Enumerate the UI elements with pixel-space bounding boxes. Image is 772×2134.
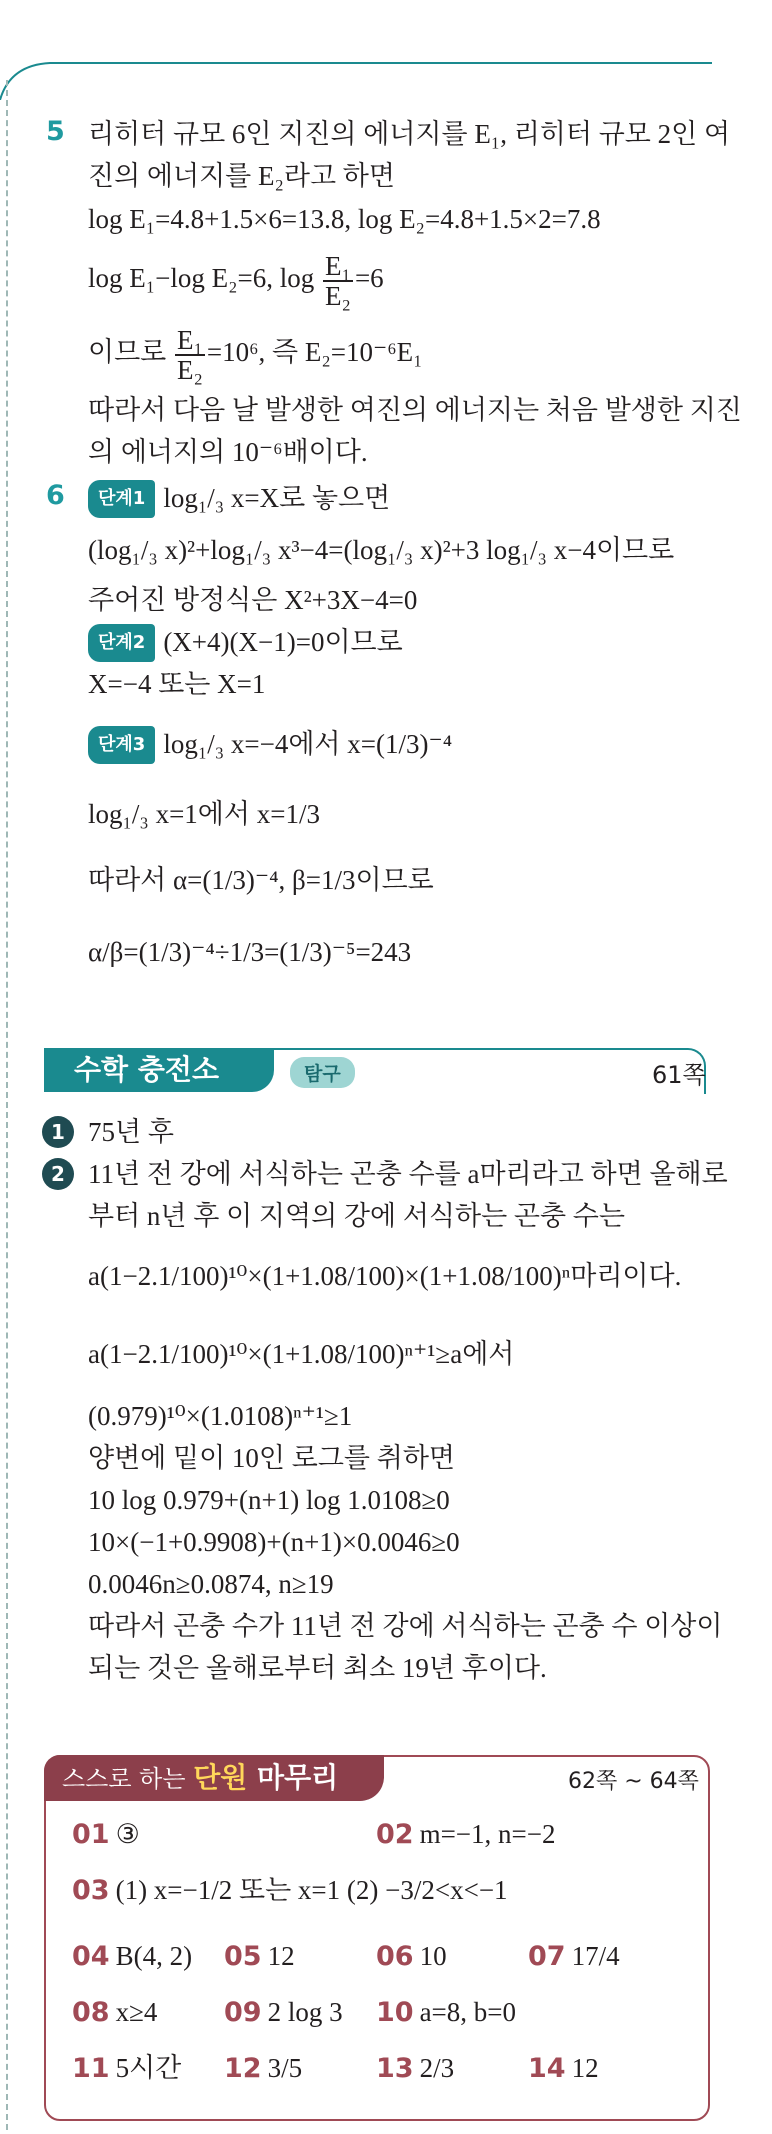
q5-line5-tail: =10⁶, 즉 E₂=10⁻⁶E₁: [206, 337, 423, 368]
answer-1: 75년 후: [88, 1117, 174, 1147]
review-title: [44, 1755, 384, 1801]
q6-line5: X=−4 또는 X=1: [88, 669, 266, 699]
section-page: 61쪽: [652, 1061, 706, 1089]
answer-2-line4: a(1−2.1/100)¹⁰×(1+1.08/100)ⁿ⁺¹≥a에서: [88, 1339, 515, 1369]
section-tag: 탐구: [290, 1057, 355, 1088]
answer-item: 03 (1) x=−1/2 또는 x=1 (2) −3/2<x<−1: [72, 1875, 508, 1906]
answer-2-line3: a(1−2.1/100)¹⁰×(1+1.08/100)×(1+1.08/100)ⁿ마리이다.: [88, 1261, 682, 1291]
frac-den: E₂: [177, 355, 203, 385]
q5-line1: 리히터 규모 6인 지진의 에너지를 E₁, 리히터 규모 2인 여: [88, 119, 731, 149]
q5-line6: 따라서 다음 날 발생한 여진의 에너지는 처음 발생한 지진: [88, 395, 742, 425]
answer-item: 10 a=8, b=0: [376, 1997, 517, 2028]
answer-item: 07 17/4: [528, 1941, 620, 1972]
answer-2-line7: 10 log 0.979+(n+1) log 1.0108≥0: [88, 1485, 450, 1515]
answer-item: 09 2 log 3: [224, 1997, 343, 2028]
q6-line8: 따라서 α=(1/3)⁻⁴, β=1/3이므로: [88, 865, 434, 895]
q6-line6: [88, 726, 452, 767]
answer-item: 12 3/5: [224, 2053, 303, 2084]
review-title-highlight: 단원: [193, 1761, 248, 1794]
answer-2-line10: 따라서 곤충 수가 11년 전 강에 서식하는 곤충 수 이상이: [88, 1611, 723, 1641]
answer-item: 01 ③: [72, 1819, 140, 1850]
q6-line7: log₁/₃ x=1에서 x=1/3: [88, 799, 320, 829]
q5-line7: 의 에너지의 10⁻⁶배이다.: [88, 437, 368, 467]
q6-line6-text: log₁/₃ x=−4에서 x=(1/3)⁻⁴: [163, 729, 453, 759]
review-title-pre: 스스로 하는: [62, 1765, 194, 1793]
frac-den: E₂: [325, 281, 351, 311]
answer-item: 06 10: [376, 1941, 447, 1972]
answer-item: 04 B(4, 2): [72, 1941, 193, 1972]
frac-num: E₁: [177, 325, 203, 355]
page-border-curve: [0, 60, 772, 100]
q6-line1: [88, 480, 390, 521]
answer-2-line8: 10×(−1+0.9908)+(n+1)×0.0046≥0: [88, 1527, 460, 1557]
section-title-text: 수학 충전소: [74, 1053, 219, 1086]
q5-line3: log E₁=4.8+1.5×6=13.8, log E₂=4.8+1.5×2=7.8: [88, 204, 601, 234]
q6-line9: α/β=(1/3)⁻⁴÷1/3=(1/3)⁻⁵=243: [88, 937, 412, 967]
q5-line2: 진의 에너지를 E₂라고 하면: [88, 161, 395, 191]
q5-line4-tail: =6: [354, 263, 384, 294]
q6-line2: (log₁/₃ x)²+log₁/₃ x³−4=(log₁/₃ x)²+3 log₁/₃ x−4이므로: [88, 535, 675, 565]
fraction-e1-e2: [323, 252, 353, 310]
q5-line4-text: log E₁−log E₂=6, log: [88, 263, 322, 294]
q6-line1-text: log₁/₃ x=X로 놓으면: [163, 483, 391, 513]
q5-line5: [88, 326, 423, 384]
answer-2-line6: 양변에 밑이 10인 로그를 취하면: [88, 1443, 455, 1473]
review-title-post: 마무리: [247, 1761, 339, 1794]
frac-num: E₁: [325, 251, 351, 281]
answer-number-1: 1: [42, 1116, 74, 1148]
q5-line4: [88, 252, 384, 310]
problem-number-6: 6: [46, 480, 65, 511]
q6-line4: [88, 624, 403, 665]
q5-line5-text: 이므로: [88, 337, 173, 368]
answer-2-line1: 11년 전 강에 서식하는 곤충 수를 a마리라고 하면 올해로: [88, 1159, 728, 1189]
answer-item: 13 2/3: [376, 2053, 455, 2084]
answer-number-2: 2: [42, 1158, 74, 1190]
q6-line3: 주어진 방정식은 X²+3X−4=0: [88, 585, 418, 615]
answer-2-line2: 부터 n년 후 이 지역의 강에 서식하는 곤충 수는: [88, 1201, 625, 1231]
section-title: [44, 1048, 274, 1092]
step2-badge: 단계2: [88, 624, 155, 662]
review-pages: 62쪽 ~ 64쪽: [568, 1769, 699, 1794]
problem-number-5: 5: [46, 116, 65, 147]
fraction-e1-e2-b: [175, 326, 205, 384]
answer-item: 08 x≥4: [72, 1997, 158, 2028]
answer-2-line9: 0.0046n≥0.0874, n≥19: [88, 1569, 334, 1599]
answer-item: 11 5시간: [72, 2053, 182, 2084]
answer-2-line5: (0.979)¹⁰×(1.0108)ⁿ⁺¹≥1: [88, 1401, 353, 1431]
step1-badge: 단계1: [88, 480, 155, 518]
answer-item: 14 12: [528, 2053, 599, 2084]
step3-badge: 단계3: [88, 726, 155, 764]
answer-item: 02 m=−1, n=−2: [376, 1819, 556, 1850]
answer-2-line11: 되는 것은 올해로부터 최소 19년 후이다.: [88, 1653, 547, 1683]
q6-line4-text: (X+4)(X−1)=0이므로: [163, 627, 403, 657]
margin-dashed-line: [6, 80, 8, 2130]
answer-item: 05 12: [224, 1941, 295, 1972]
